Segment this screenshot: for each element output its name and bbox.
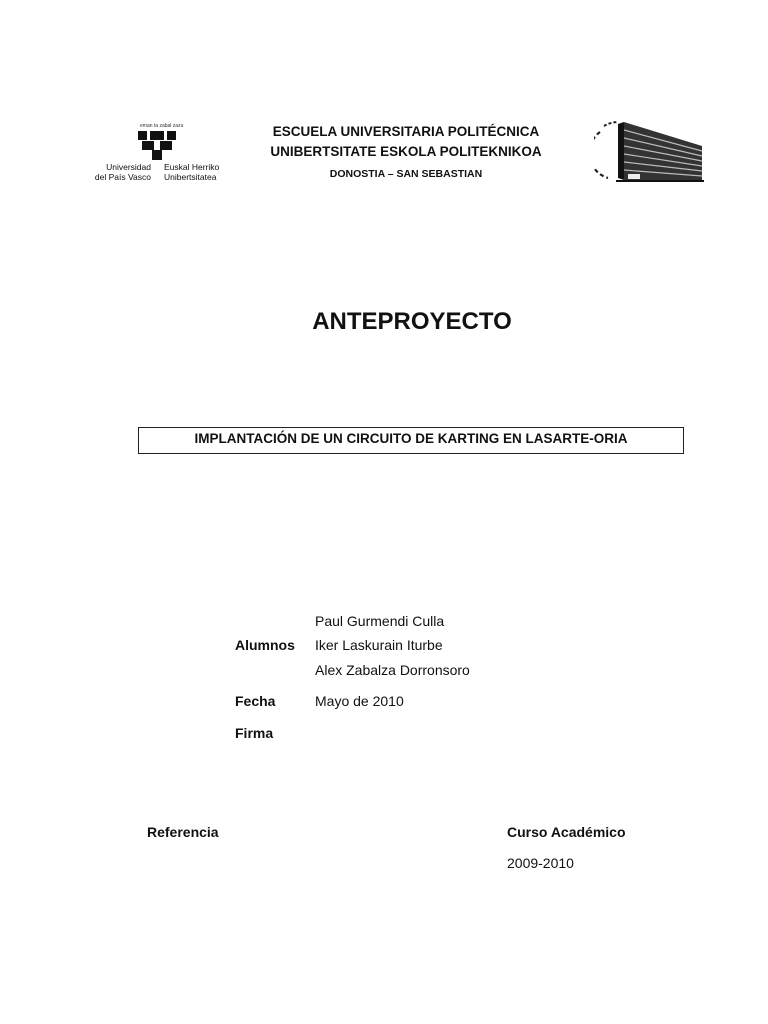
school-name-basque: UNIBERTSITATE ESKOLA POLITEKNIKOA bbox=[270, 144, 542, 159]
firma-label: Firma bbox=[235, 725, 274, 741]
fecha-value: Mayo de 2010 bbox=[315, 693, 404, 709]
logo-label-basque bbox=[164, 163, 219, 182]
referencia-label: Referencia bbox=[147, 824, 219, 840]
logo-tagline: eman ta zabal zazu bbox=[140, 123, 184, 129]
school-location: DONOSTIA – SAN SEBASTIAN bbox=[329, 168, 483, 180]
alumnos-label: Alumnos bbox=[235, 637, 295, 653]
document-title: ANTEPROYECTO bbox=[312, 308, 512, 335]
student-name-2: Iker Laskurain Iturbe bbox=[315, 637, 443, 653]
curso-academico-label: Curso Académico bbox=[507, 824, 626, 840]
logo-label-eu-line2: Unibertsitatea bbox=[164, 171, 217, 182]
logo-label-es-line1: Universidad bbox=[106, 162, 151, 172]
upv-ehu-emblem-icon bbox=[136, 129, 180, 161]
school-name-spanish: ESCUELA UNIVERSITARIA POLITÉCNICA bbox=[272, 124, 540, 139]
curso-academico-value: 2009-2010 bbox=[507, 855, 574, 871]
logo-label-eu-line1: Euskal Herriko bbox=[164, 162, 220, 172]
project-subject-box: IMPLANTACIÓN DE UN CIRCUITO DE KARTING EN LASARTE-ORIA bbox=[138, 427, 684, 454]
fecha-label: Fecha bbox=[235, 693, 276, 709]
student-name-3: Alex Zabalza Dorronsoro bbox=[315, 662, 470, 678]
eup-building-logo-icon bbox=[594, 118, 704, 184]
logo-label-spanish bbox=[89, 163, 151, 182]
upv-ehu-logo bbox=[86, 118, 236, 184]
logo-label-es-line2: del País Vasco bbox=[94, 171, 151, 182]
student-name-1: Paul Gurmendi Culla bbox=[315, 613, 445, 629]
